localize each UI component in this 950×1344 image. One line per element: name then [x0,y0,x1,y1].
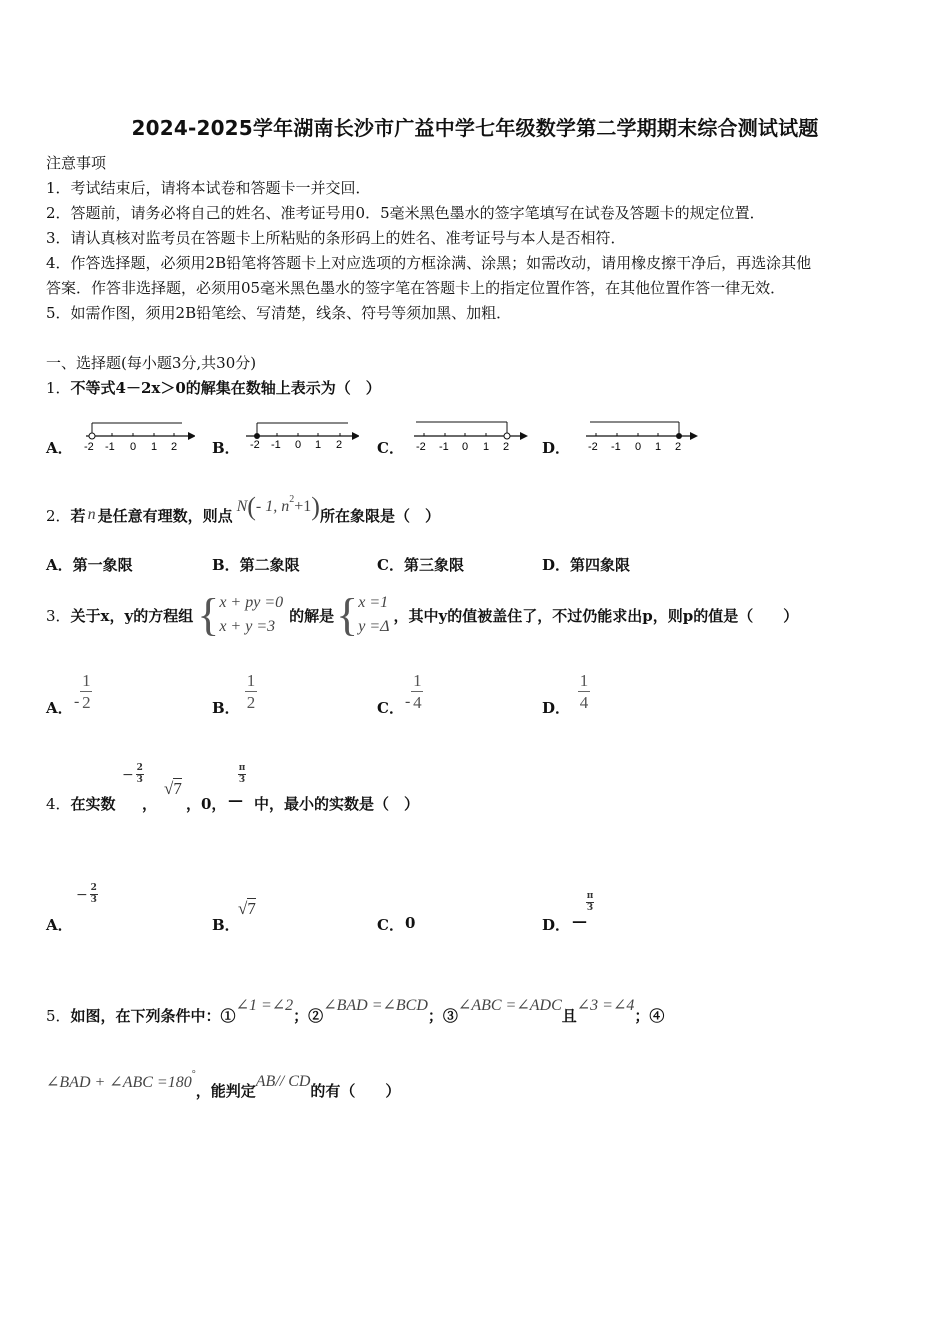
section-heading: 一、选择题(每小题3分,共30分) [46,354,257,372]
fraction [90,884,98,905]
question-text: 的解是 [289,606,335,625]
option-label: B． [212,439,240,457]
question-text: 关于x，y的方程组 [70,606,194,625]
solution-2: y =Δ [358,618,390,635]
pi-fraction [228,764,246,785]
option-label: B． [212,699,240,717]
fraction [238,764,246,785]
condition-1: ∠1 =∠2 [235,997,294,1014]
number-line-c [410,408,528,456]
number-line-b [244,412,359,456]
radicand: 7 [173,779,182,798]
question-5-cont [46,1070,400,1110]
solution-system [358,594,389,636]
degree-sign: ° [191,1068,196,1080]
tick-label: 1 [151,441,158,453]
option-d-value [578,672,590,711]
condition-3: ∠ABC =∠ADC [457,997,562,1014]
question-number-text: 4． [46,795,71,813]
option-label: D． [542,699,571,717]
question-text: 不等式4－2x＞0的解集在数轴上表示为（ ） [70,379,381,397]
point-name: N [236,498,248,515]
note-item: 3．请认真核对监考员在答题卡上所粘贴的条形码上的姓名、准考证号与本人是否相符． [46,229,626,247]
radicand: 7 [247,899,256,918]
fraction [411,672,423,711]
option-d: D．第四象限 [542,556,631,574]
option-b: B．第二象限 [212,556,300,574]
denominator: 2 [246,693,256,712]
question-2 [46,492,440,535]
fraction [136,764,144,785]
number-line-d [582,412,700,456]
question-number: 5． [46,1006,71,1025]
option-label: D． [542,439,571,457]
note-item: 1．考试结束后，请将本试卷和答题卡一并交回． [46,179,371,197]
notes-heading: 注意事项 [46,154,107,172]
paren-close: ) [311,492,320,521]
tick-label: 2 [171,441,178,453]
note-item: 4．作答选择题，必须用2B铅笔将答题卡上对应选项的方框涂满、涂黑；如需改动，请用橡皮擦干净后，再选涂其他 [46,254,812,272]
question-number: 2． [46,506,71,525]
numerator: π [238,763,246,773]
denominator: 3 [136,775,143,785]
sign: − [122,766,134,783]
option-label: B． [212,916,240,934]
tick-label: -2 [588,441,598,453]
tick-label: -2 [416,441,426,453]
option-label: C． [377,439,404,457]
condition-4: ∠BAD + ∠ABC =180 [46,1074,192,1091]
fraction [80,672,92,711]
fraction [245,672,257,711]
question-text: 中，最小的实数是（ ） [254,795,420,813]
question-text: ，其中y的值被盖住了，不过仍能求出p，则p的值是（ ） [393,606,799,625]
brace: { [336,589,359,640]
tick-label: 1 [483,441,490,453]
tick-label: 0 [462,441,469,453]
sqrt-seven: √7 [164,779,182,798]
question-text: 是任意有理数，则点 [97,506,233,525]
math-var: n [87,506,96,523]
question-text: 若 [70,506,86,525]
tick-label: 2 [503,441,510,453]
option-d-sign: — [572,912,587,930]
option-c: C．第三象限 [377,556,464,574]
target-relation: AB// CD [255,1073,311,1090]
denominator: 4 [413,693,422,712]
condition-3b: ∠3 =∠4 [576,997,635,1014]
option-d-fraction [586,883,594,913]
fraction [586,892,594,913]
tick-label: -1 [105,441,115,453]
note-item: 2．答题前，请务必将自己的姓名、准考证号用0．5毫米黑色墨水的签字笔填写在试卷及答题卡的规定位置． [46,204,765,222]
tick-label: -2 [250,439,260,451]
option-b-value [245,672,257,711]
option-c-value [405,672,423,711]
question-text: ；② [293,1006,324,1025]
tick-label: -1 [271,439,281,451]
option-label: A． [46,699,73,717]
question-text: 所在象限是（ ） [319,506,440,525]
option-a-value [74,672,92,711]
point-coords: - 1, n [255,498,290,515]
tick-label: 2 [336,439,343,451]
tick-label: 1 [655,441,662,453]
option-a-value [76,884,98,905]
equation-2: x + y =3 [219,618,276,635]
note-item: 答案．作答非选择题，必须用05毫米黑色墨水的签字笔在答题卡上的指定位置作答，在其他位置作答一律无效． [46,279,786,297]
numerator: π [586,891,594,901]
denominator: 3 [238,775,246,785]
option-a: A．第一象限 [46,556,133,574]
denominator: 3 [586,903,594,913]
question-text: 的有（ ） [310,1081,401,1100]
tick-label: 2 [675,441,682,453]
zero-text: ，0， [186,795,227,813]
exponent: 2 [289,493,295,505]
note-item: 5．如需作图，须用2B铅笔绘、写清楚，线条、符号等须加黑、加粗． [46,304,512,322]
tick-label: 0 [130,441,137,453]
question-text: 在实数 [70,795,116,813]
question-text: 且 [561,1006,577,1025]
numerator: 1 [246,671,256,690]
question-3 [46,585,798,645]
equation-system [219,594,283,636]
number-line-a [80,412,195,456]
numerator: 1 [413,671,422,690]
solution-1: x =1 [358,594,389,611]
question-1 [46,377,381,398]
option-label: A． [46,439,73,457]
point-tail: +1 [294,498,312,515]
page-title: 2024-2025学年湖南长沙市广益中学七年级数学第二学期期末综合测试试题 [131,116,819,140]
tick-label: -2 [84,441,94,453]
question-text: ；③ [427,1006,458,1025]
question-text: ；④ [634,1006,665,1025]
option-label: D． [542,916,571,934]
equation-1: x + py =0 [219,594,284,611]
numerator: 1 [579,671,589,690]
question-5 [46,995,664,1035]
denominator: 3 [90,895,97,905]
denominator: 2 [82,693,91,712]
sign: − [76,886,88,903]
option-label: C． [377,699,404,717]
question-number: 3． [46,606,71,625]
numerator: 2 [90,883,97,893]
dash-sign: — [228,791,243,809]
denominator: 4 [579,693,589,712]
option-c-value: 0 [405,914,416,932]
paren-open: ( [247,492,256,521]
comma: ， [142,795,158,813]
tick-label: 0 [635,441,642,453]
fraction [578,672,590,711]
option-label: A． [46,916,73,934]
neg-fraction [122,764,144,785]
option-b-value: √7 [238,899,256,918]
sign: - [74,692,80,710]
sign: - [405,692,411,710]
numerator: 2 [136,763,143,773]
tick-label: -1 [611,441,621,453]
question-text: ，能判定 [195,1081,256,1100]
tick-label: 0 [295,439,302,451]
tick-label: -1 [439,441,449,453]
option-label: C． [377,916,404,934]
numerator: 1 [82,671,91,690]
question-number: 1． [46,379,71,397]
question-text: 如图，在下列条件中：① [70,1006,236,1025]
question-number [46,793,116,814]
brace: { [197,589,220,640]
tick-label: 1 [315,439,322,451]
condition-2: ∠BAD =∠BCD [323,997,428,1014]
